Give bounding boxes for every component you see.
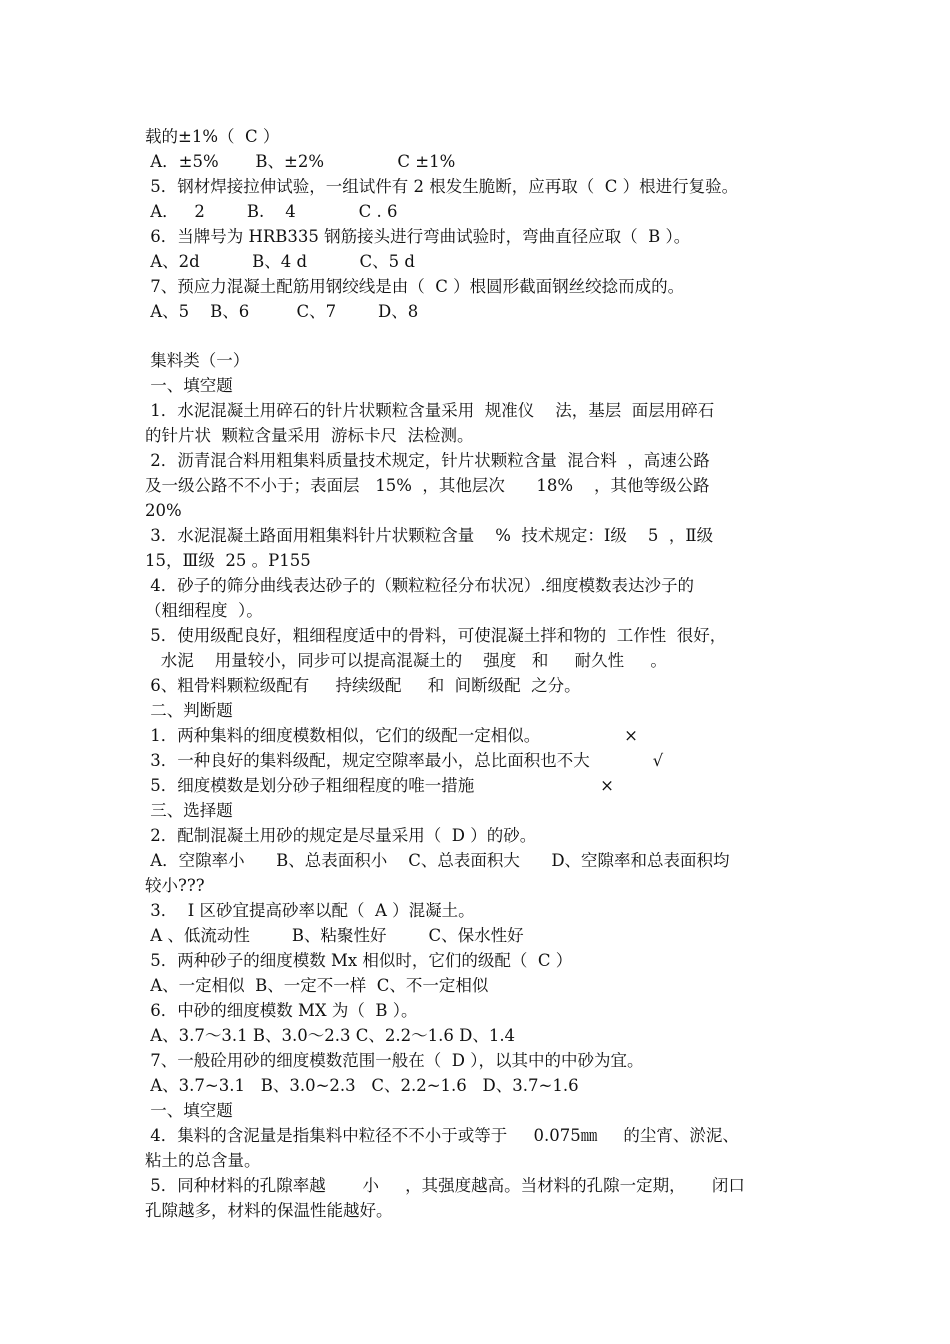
text-line: （粗细程度 ）。	[145, 601, 263, 620]
text-line: 4．集料的含泥量是指集料中粒径不不小于或等于 0.075㎜ 的尘宵、淤泥、	[145, 1126, 739, 1145]
text-line: A、2d B、4 d C、5 d	[145, 252, 415, 271]
text-line: 1．水泥混凝土用碎石的针片状颗粒含量采用 规准仪 法，基层 面层用碎石	[145, 401, 715, 420]
text-line: A．±5% B、±2% C ±1%	[145, 152, 456, 171]
text-line: 载的±1%（ C ）	[145, 127, 280, 146]
text-line: 1．两种集料的细度模数相似，它们的级配一定相似。 ×	[145, 726, 638, 745]
text-line: A、3.7～3.1 B、3.0～2.3 C、2.2～1.6 D、1.4	[145, 1026, 516, 1045]
document-body	[145, 124, 825, 1223]
text-line: 5．同种材料的孔隙率越 小 ，其强度越高。当材料的孔隙一定期， 闭口	[145, 1176, 745, 1195]
text-line: 15，Ⅲ级 25 。P155	[145, 551, 311, 570]
text-line: 及一级公路不不小于；表面层 15% ，其他层次 18% ，其他等级公路	[145, 476, 710, 495]
text-line: 6．中砂的细度模数 MX 为（ B ）。	[145, 1001, 418, 1020]
text-line: 粘土的总含量。	[145, 1151, 261, 1170]
text-line: A． 2 B. 4 C . 6	[145, 202, 398, 221]
text-line: 6．当牌号为 HRB335 钢筋接头进行弯曲试验时，弯曲直径应取（ B ）。	[145, 227, 691, 246]
text-line: 5．细度模数是划分砂子粗细程度的唯一措施 ×	[145, 776, 614, 795]
text-line: A、3.7~3.1 B、3.0~2.3 C、2.2~1.6 D、3.7~1.6	[145, 1076, 579, 1095]
text-line: 一、填空题	[145, 376, 233, 395]
text-line: A、5 B、6 C、7 D、8	[145, 302, 419, 321]
text-line: 20%	[145, 501, 182, 520]
text-line: 孔隙越多，材料的保温性能越好。	[145, 1201, 393, 1220]
text-line: 5．钢材焊接拉伸试验，一组试件有 2 根发生脆断，应再取（ C ）根进行复验。	[145, 177, 739, 196]
text-line: 3．一种良好的集料级配，规定空隙率最小，总比面积也不大 √	[145, 751, 664, 770]
text-line: 3． I 区砂宜提高砂率以配（ A ）混凝土。	[145, 901, 475, 920]
text-line: 7、一般砼用砂的细度模数范围一般在（ D ），以其中的中砂为宜。	[145, 1051, 644, 1070]
text-line: A、一定相似 B、一定不一样 C、不一定相似	[145, 976, 489, 995]
text-line: 4．砂子的筛分曲线表达砂子的（颗粒粒径分布状况）.细度模数表达沙子的	[145, 576, 694, 595]
text-line: 2．沥青混合料用粗集料质量技术规定，针片状颗粒含量 混合料 ，高速公路	[145, 451, 710, 470]
text-line: 水泥 用量较小，同步可以提高混凝土的 强度 和 耐久性 。	[145, 651, 667, 670]
text-line: A 、低流动性 B、粘聚性好 C、保水性好	[145, 926, 524, 945]
blank-line	[145, 324, 825, 348]
text-line: 二、判断题	[145, 701, 233, 720]
text-line: 较小???	[145, 876, 205, 895]
text-line: 5．使用级配良好，粗细程度适中的骨料，可使混凝土拌和物的 工作性 很好，	[145, 626, 727, 645]
text-line: 7、预应力混凝土配筋用钢绞线是由（ C ）根圆形截面钢丝绞捻而成的。	[145, 277, 685, 296]
text-line: 集料类（一）	[145, 351, 250, 370]
text-line: 2．配制混凝土用砂的规定是尽量采用（ D ）的砂。	[145, 826, 537, 845]
text-line: 三、选择题	[145, 801, 233, 820]
text-line: 一、填空题	[145, 1101, 233, 1120]
text-line: A．空隙率小 B、总表面积小 C、总表面积大 D、空隙率和总表面积均	[145, 851, 730, 870]
text-line: 5．两种砂子的细度模数 Mx 相似时，它们的级配（ C ）	[145, 951, 573, 970]
text-line: 6、粗骨料颗粒级配有 持续级配 和 间断级配 之分。	[145, 676, 581, 695]
text-line: 的针片状 颗粒含量采用 游标卡尺 法检测。	[145, 426, 474, 445]
text-line: 3．水泥混凝土路面用粗集料针片状颗粒含量 % 技术规定：Ⅰ级 5 ，Ⅱ级	[145, 526, 714, 545]
